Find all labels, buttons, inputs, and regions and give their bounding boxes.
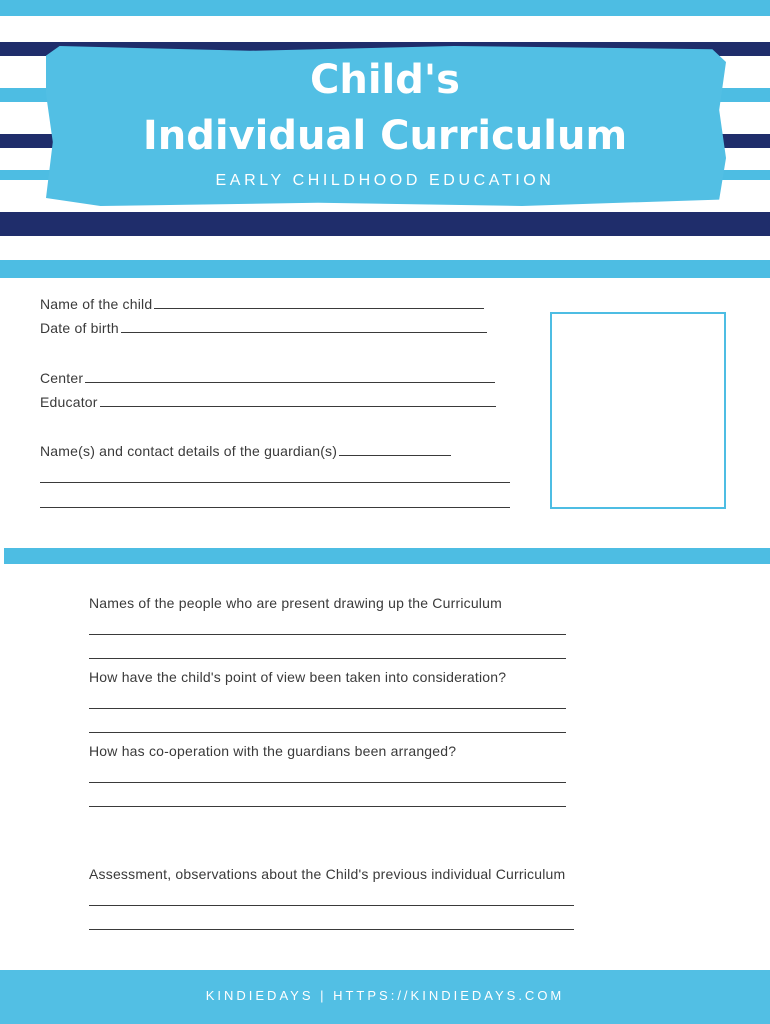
center-field[interactable] (40, 370, 495, 386)
page-title-line2: Individual Curriculum (142, 113, 628, 159)
answer-line[interactable] (89, 905, 574, 906)
decorative-stripe (0, 0, 770, 16)
answer-line[interactable] (89, 929, 574, 930)
answer-line[interactable] (89, 658, 566, 659)
footer-text: KINDIEDAYS | HTTPS://KINDIEDAYS.COM (205, 988, 565, 1003)
educator-label: Educator (40, 394, 98, 410)
question-child-view: How have the child's point of view been taken into consideration? (89, 669, 507, 685)
page-title-line1: Child's (310, 57, 460, 103)
center-label: Center (40, 370, 84, 386)
section-divider (4, 548, 770, 564)
photo-box (550, 312, 726, 509)
page-subtitle: EARLY CHILDHOOD EDUCATION (215, 172, 555, 189)
answer-line[interactable] (89, 782, 566, 783)
decorative-stripe (0, 260, 770, 278)
child-name-label: Name of the child (40, 296, 153, 312)
answer-line[interactable] (89, 708, 566, 709)
decorative-stripe (0, 212, 770, 236)
guardian-line[interactable] (339, 443, 451, 456)
educator-field[interactable] (40, 394, 496, 410)
question-assessment: Assessment, observations about the Child's previous individual Curriculum (89, 866, 566, 882)
center-line[interactable] (85, 370, 495, 383)
question-people-present: Names of the people who are present drawing up the Curriculum (89, 595, 502, 611)
child-name-field[interactable] (40, 296, 484, 312)
educator-line[interactable] (100, 394, 496, 407)
guardian-label: Name(s) and contact details of the guardian(s) (40, 443, 338, 459)
answer-line[interactable] (89, 806, 566, 807)
child-name-line[interactable] (154, 296, 484, 309)
answer-line[interactable] (89, 634, 566, 635)
dob-line[interactable] (121, 320, 487, 333)
dob-label: Date of birth (40, 320, 119, 336)
answer-line[interactable] (89, 732, 566, 733)
guardian-line-3[interactable] (40, 507, 510, 508)
dob-field[interactable] (40, 320, 487, 336)
guardian-line-2[interactable] (40, 482, 510, 483)
guardian-field[interactable] (40, 443, 451, 459)
question-guardian-cooperation: How has co-operation with the guardians been arranged? (89, 743, 457, 759)
